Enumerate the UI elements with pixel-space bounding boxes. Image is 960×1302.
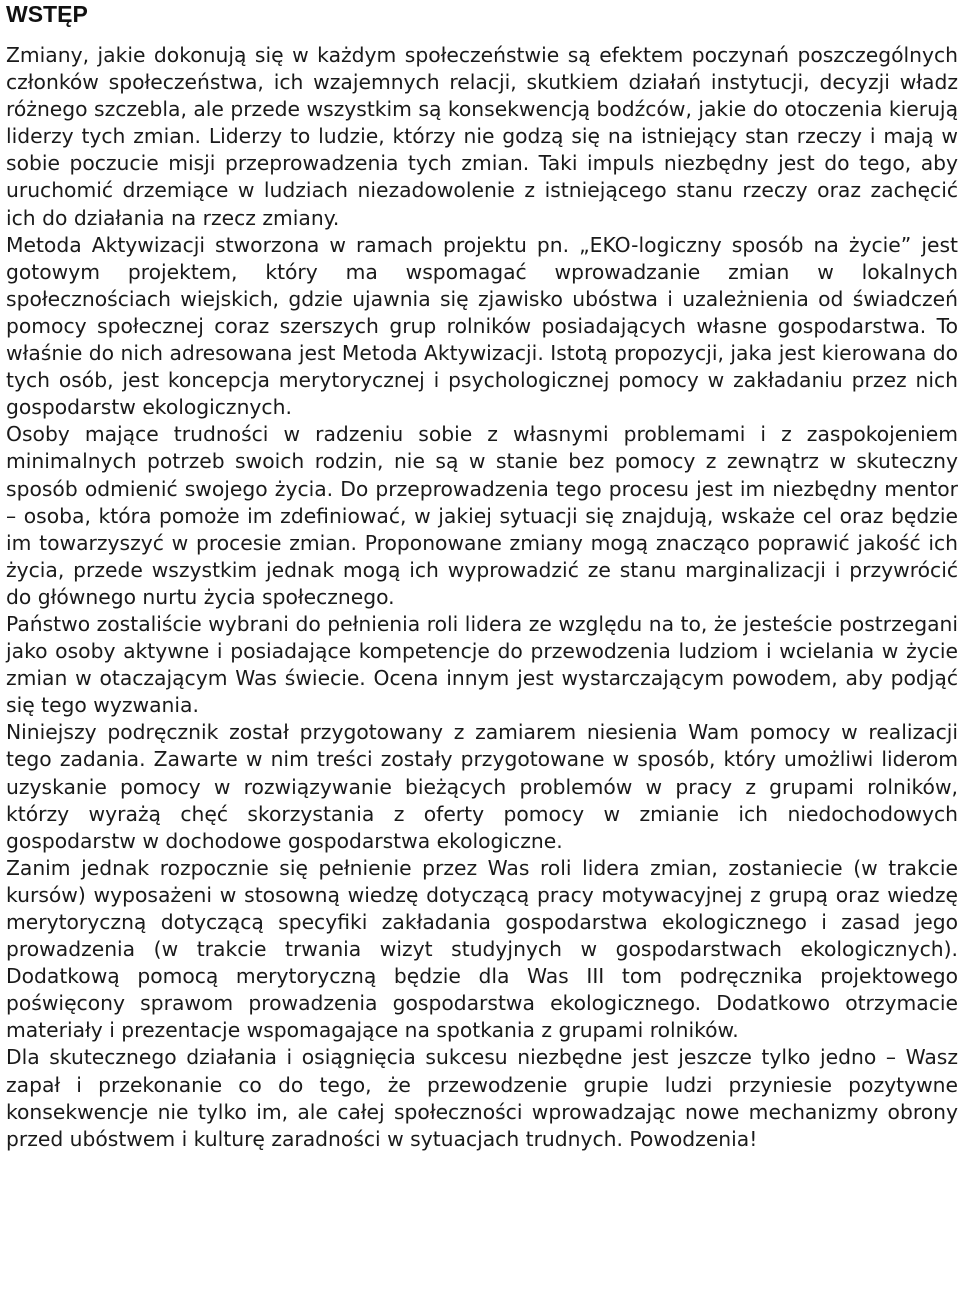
paragraph-handbook: Niniejszy podręcznik został przygotowany z zamiarem niesienia Wam pomocy w realizacji tego zadania. Zawarte w nim treści zostały przygotowane w sposób, który umożliwi liderom uzyskanie pomocy w rozwiązywanie bieżących problemów w pracy z grupami rolników, którzy wyrażą chęć skorzystania z oferty pomocy w zmianie ich niedochodowych gospodarstw w dochodowe gospodarstwa ekologiczne. bbox=[6, 720, 958, 853]
paragraph-method: Metoda Aktywizacji stworzona w ramach projektu pn. „EKO-logiczny sposób na życie” jest gotowym projektem, który ma wspomagać wprowadzanie zmian w lokalnych społecznościach wiejskich, gdzie ujawnia się zjawisko ubóstwa i uzależnienia od świadczeń pomocy społecznej coraz szerszych grup rolników posiadających własne gospodarstwa. To właśnie do nich adresowana jest Metoda Aktywizacji. Istotą propozycji, jaka jest kierowana do tych osób, jest koncepcja merytorycznej i psychologicznej pomocy w zakładaniu przez nich gospodarstw ekologicznych. bbox=[6, 232, 958, 420]
paragraph-mentor: Osoby mające trudności w radzeniu sobie z własnymi problemami i z zaspokojeniem minimalnych potrzeb swoich rodzin, nie są w stanie bez pomocy z zewnątrz w skuteczny sposób odmienić swojego życia. Do przeprowadzenia tego procesu jest im niezbędny mentor – osoba, która pomoże im zdefiniować, w jakiej sytuacji się znajdują, wskaże cel oraz będzie im towarzyszyć w procesie zmian. Proponowane zmiany mogą znacząco poprawić jakość ich życia, przede wszystkim jednak mogą ich wyprowadzić ze stanu marginalizacji i przywrócić do głównego nurtu życia społecznego. bbox=[6, 422, 958, 609]
paragraph-leaders: Państwo zostaliście wybrani do pełnienia roli lidera ze względu na to, że jesteście postrzegani jako osoby aktywne i posiadające kompetencje do przewodzenia ludziom i wcielania w życie zmian w otaczającym Was świecie. Ocena innym jest wystarczającym powodem, aby podjąć się tego wyzwania. bbox=[6, 611, 958, 718]
paragraph-training: Zanim jednak rozpocznie się pełnienie przez Was roli lidera zmian, zostaniecie (w trakcie kursów) wyposażeni w stosowną wiedzę dotyczącą pracy motywacyjnej z grupą oraz wiedzę merytoryczną dotyczącą specyfiki zakładania gospodarstwa ekologicznego i zasad jego prowadzenia (w trakcie trwania wizyt studyjnych w gospodarstwach ekologicznych). Dodatkową pomocą merytoryczną będzie dla Was III tom podręcznika projektowego poświęcony sprawom prowadzenia gospodarstwa ekologicznego. Dodatkowo otrzymacie materiały i prezentacje wspomagające na spotkania z grupami rolników. bbox=[6, 855, 958, 1043]
paragraph-intro: Zmiany, jakie dokonują się w każdym społeczeństwie są efektem poczynań poszczególnych członków społeczeństwa, ich wzajemnych relacji, skutkiem działań instytucji, decyzji władz różnego szczebla, ale przede wszystkim są konsekwencją bodźców, jakie do otoczenia kierują liderzy tych zmian. Liderzy to ludzie, którzy nie godzą się na istniejący stan rzeczy i mają w sobie poczucie misji przeprowadzenia tych zmian. Taki impuls niezbędny jest do tego, aby uruchomić drzemiące w ludziach niezadowolenie z istniejącego stanu rzeczy oraz zachęcić ich do działania na rzecz zmiany. bbox=[6, 43, 958, 230]
page-title: WSTĘP bbox=[6, 1, 88, 27]
document-page bbox=[6, 0, 958, 1153]
paragraph-closing: Dla skutecznego działania i osiągnięcia sukcesu niezbędne jest jeszcze tylko jedno – Wasz zapał i przekonanie co do tego, że przewodzenie grupie ludzi przyniesie pozytywne konsekwencje nie tylko im, ale całej społeczności wprowadzając nowe mechanizmy obrony przed ubóstwem i kulturę zaradności w sytuacjach trudnych. Powodzenia! bbox=[6, 1045, 958, 1151]
